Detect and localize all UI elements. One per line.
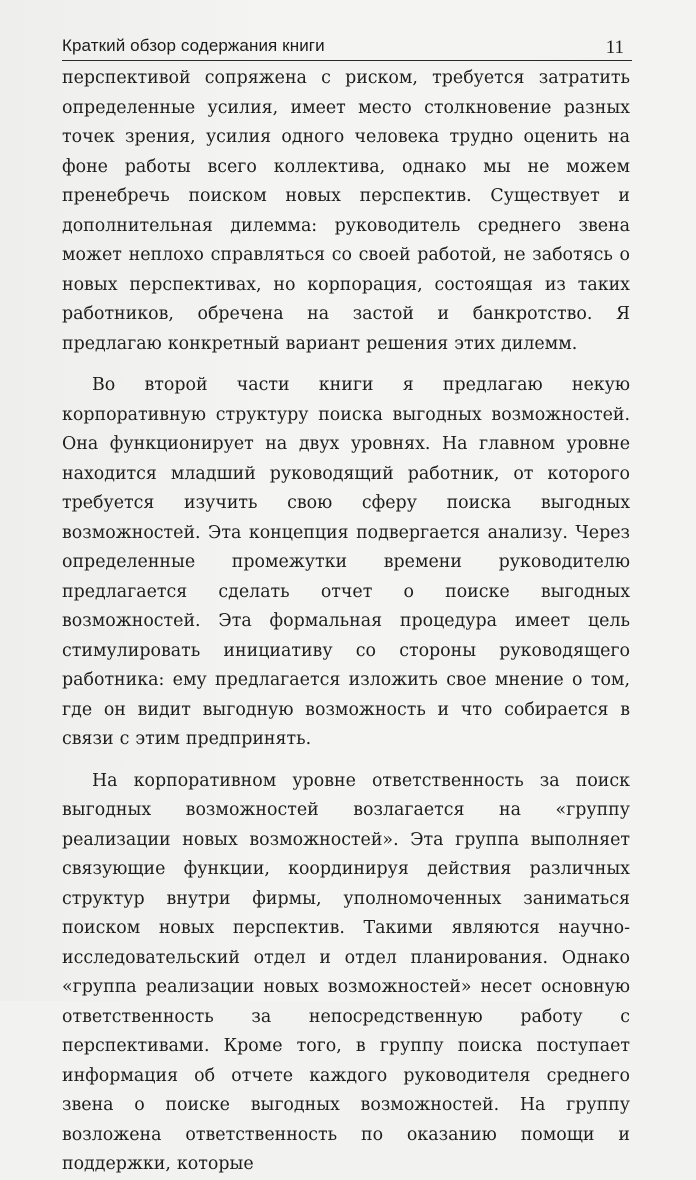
paragraph-3: На корпоративном уровне ответственность за поиск выгодных возможностей возлагается на «группу реализации новых возможностей». Эта группа выполняет связующие функции, координируя действия различных структур внутри фирмы, уполномоченных заниматься поиском новых перспектив. Такими являются научно-исследовательский отдел и отдел планирования. Однако «группа реализации новых возможностей» несет основную ответственность за непосредственную работу с перспективами. Кроме того, в группу поиска поступает информация об отчете каждого руководителя среднего звена о поиске выгодных возможностей. На группу возложена ответственность по оказанию помощи и поддержки, которые <box>62 770 630 1174</box>
running-header <box>62 34 632 61</box>
paragraph-1: перспективой сопряжена с риском, требуется затратить определенные усилия, имеет место столкновение разных точек зрения, усилия одного человека трудно оценить на фоне работы всего коллектива, однако мы не можем пренебречь поиском новых перспектив. Существует и дополнительная дилемма: руководитель среднего звена может неплохо справляться со своей работой, не заботясь о новых перспективах, но корпорация, состоящая из таких работников, обречена на застой и банкротство. Я предлагаю конкретный вариант решения этих дилемм. <box>62 68 630 354</box>
paragraph-2: Во второй части книги я предлагаю некую корпоративную структуру поиска выгодных возможностей. Она функционирует на двух уровнях. На главном уровне находится младший руководящий работник, от которого требуется изучить свою сферу поиска выгодных возможностей. Эта концепция подвергается анализу. Через определенные промежутки времени руководителю предлагается сделать отчет о поиске выгодных возможностей. Эта формальная процедура имеет цель стимулировать инициативу со стороны руководящего работника: ему предлагается изложить свое мнение о том, где он видит выгодную возможность и что собирается в связи с этим предпринять. <box>62 375 630 749</box>
page-body <box>62 64 630 1180</box>
chapter-title: Краткий обзор содержания книги <box>62 36 325 55</box>
page-number: 11 <box>605 37 624 58</box>
